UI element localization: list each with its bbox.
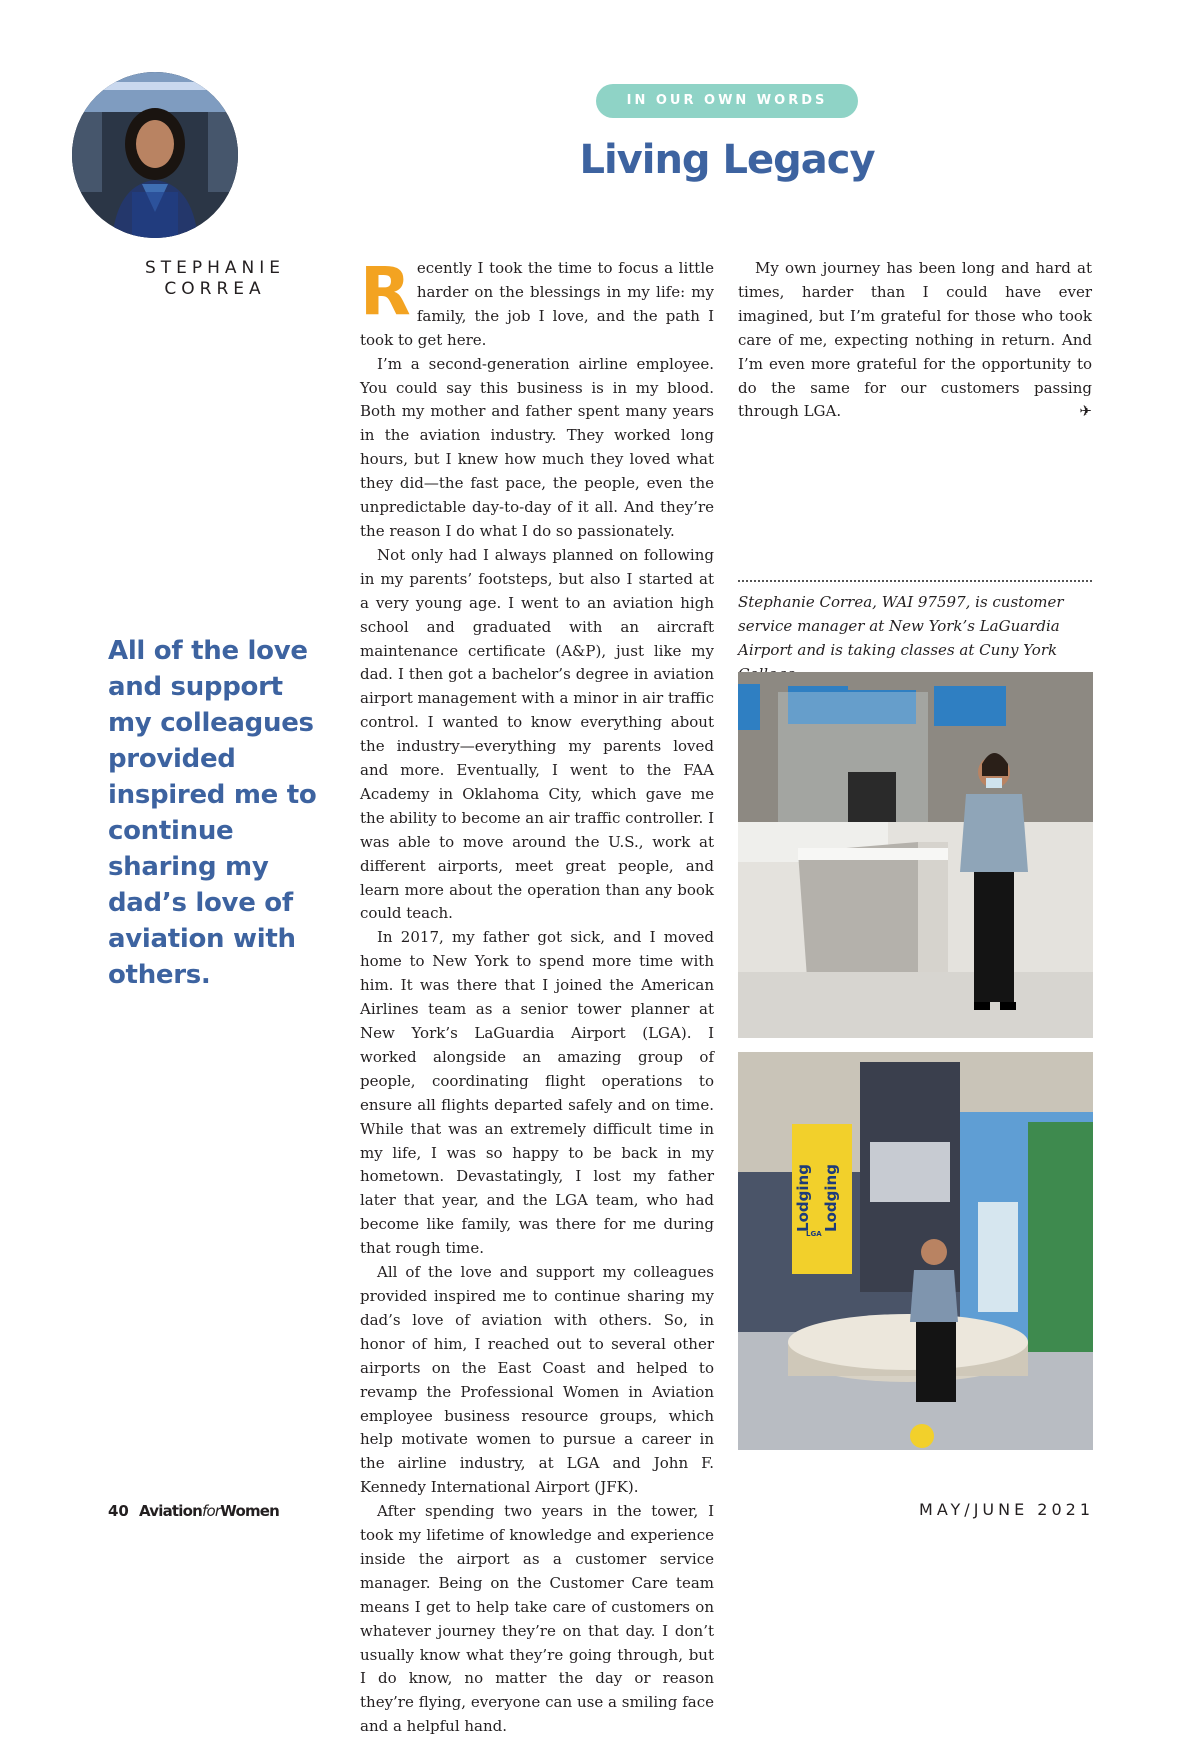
bio-divider — [738, 580, 1092, 582]
airplane-end-icon: ✈ — [1079, 402, 1092, 421]
article-title: Living Legacy — [579, 137, 875, 183]
article-paragraph-2: I’m a second-generation airline employee. You could say this business is in my blood. Both my mother and father spent many years in the aviation industry. They worked long hours, but I knew how much they loved what they did—the fast pace, the people, even the unpredictable day-to-day of it all. And they’re the reason I do what I do so passionately. — [360, 354, 714, 540]
issue-date: MAY/JUNE 2021 — [919, 1500, 1094, 1519]
terminal-lounge-illustration — [738, 1052, 1093, 1450]
article-paragraph-5: All of the love and support my colleagues provided inspired me to continue sharing my dad’s love of aviation with others. So, in honor of him, I reached out to several other airports on the East Coast and helped to revamp the Professional Women in Aviation employee business resource groups, which help motivate women to pursue a career in the airline industry, at LGA and John F. Kennedy International Airport (JFK). — [360, 1263, 714, 1497]
article-paragraph-3: Not only had I always planned on following in my parents’ footsteps, but also I started at a very young age. I went to an aviation high school and graduated with an aircraft maintenance certificate (A&P), just like my dad. I then got a bachelor’s degree in aviation airport management with a minor in air traffic control. I wanted to know everything about the industry—everything my parents loved and more. Eventually, I went to the FAA Academy in Oklahoma City, which gave me the ability to become an air traffic controller. I was able to move around the U.S., work at different airports, meet great people, and learn more about the operation than any book could teach. — [360, 545, 714, 923]
article-paragraph-4: In 2017, my father got sick, and I moved home to New York to spend more time with him. It was there that I joined the American Airlines team as a senior tower planner at New York’s LaGuardia Airport (LGA). I worked alongside an amazing group of people, coordinating flight operations to ensure all flights departed safely and on time. While that was an extremely difficult time in my life, I was so happy to be back in my hometown. Devastatingly, I lost my father later that year, and the LGA team, who had become like family, was there for me during that rough time. — [360, 928, 714, 1258]
check-in-counter-illustration — [738, 672, 1093, 1038]
lodging-sign-left: Lodging — [794, 1164, 812, 1232]
paragraph-1-text: ecently I took the time to focus a little harder on the blessings in my life: my family, the job I love, and the path I took to get here. — [360, 259, 714, 349]
magazine-name — [139, 1502, 279, 1520]
photo-terminal-lounge — [738, 1052, 1093, 1450]
photo-check-in-counter — [738, 672, 1093, 1038]
section-badge: IN OUR OWN WORDS — [596, 84, 858, 118]
article-paragraph-6: After spending two years in the tower, I took my lifetime of knowledge and experience inside the airport as a customer service manager. Being on the Customer Care team means I get to help take care of customers on whatever journey they’re on that day. I don’t usually know what they’re going through, but I do know, no matter the day or reason they’re flying, everyone can use a smiling face and a helpful hand. — [360, 1502, 714, 1736]
author-name — [100, 258, 330, 300]
author-portrait — [72, 72, 238, 238]
magazine-name-part-1: Aviation — [139, 1502, 203, 1520]
magazine-name-part-3: Women — [220, 1502, 280, 1520]
page-number: 40 — [108, 1502, 129, 1520]
lga-placard: LGA — [806, 1230, 822, 1238]
article-paragraph-7 — [738, 257, 1092, 424]
article-column-1 — [360, 253, 714, 1739]
article-column-2 — [738, 257, 1092, 424]
author-first-name: STEPHANIE — [144, 258, 286, 278]
lodging-sign-right: Lodging — [822, 1164, 840, 1232]
drop-cap: R — [360, 253, 411, 330]
author-portrait-illustration — [72, 72, 238, 238]
author-bio: Stephanie Correa, WAI 97597, is customer service manager at New York’s LaGuardia Airport and is taking classes at Cuny York — [738, 593, 1064, 659]
magazine-name-part-2: for — [202, 1502, 221, 1520]
paragraph-7-text: My own journey has been long and hard at times, harder than I could have ever imagined, but I’m grateful for those who took care of me, expecting nothing in return. And I’m even more grateful for the opportunity to do the same for our customers passing through LGA. — [738, 259, 1092, 421]
pull-quote: All of the love and support my colleagues provided inspired me to continue sharing my dad’s love of aviation with others. — [108, 636, 317, 990]
article-paragraph-1 — [360, 253, 714, 353]
author-last-name: CORREA — [164, 279, 266, 299]
